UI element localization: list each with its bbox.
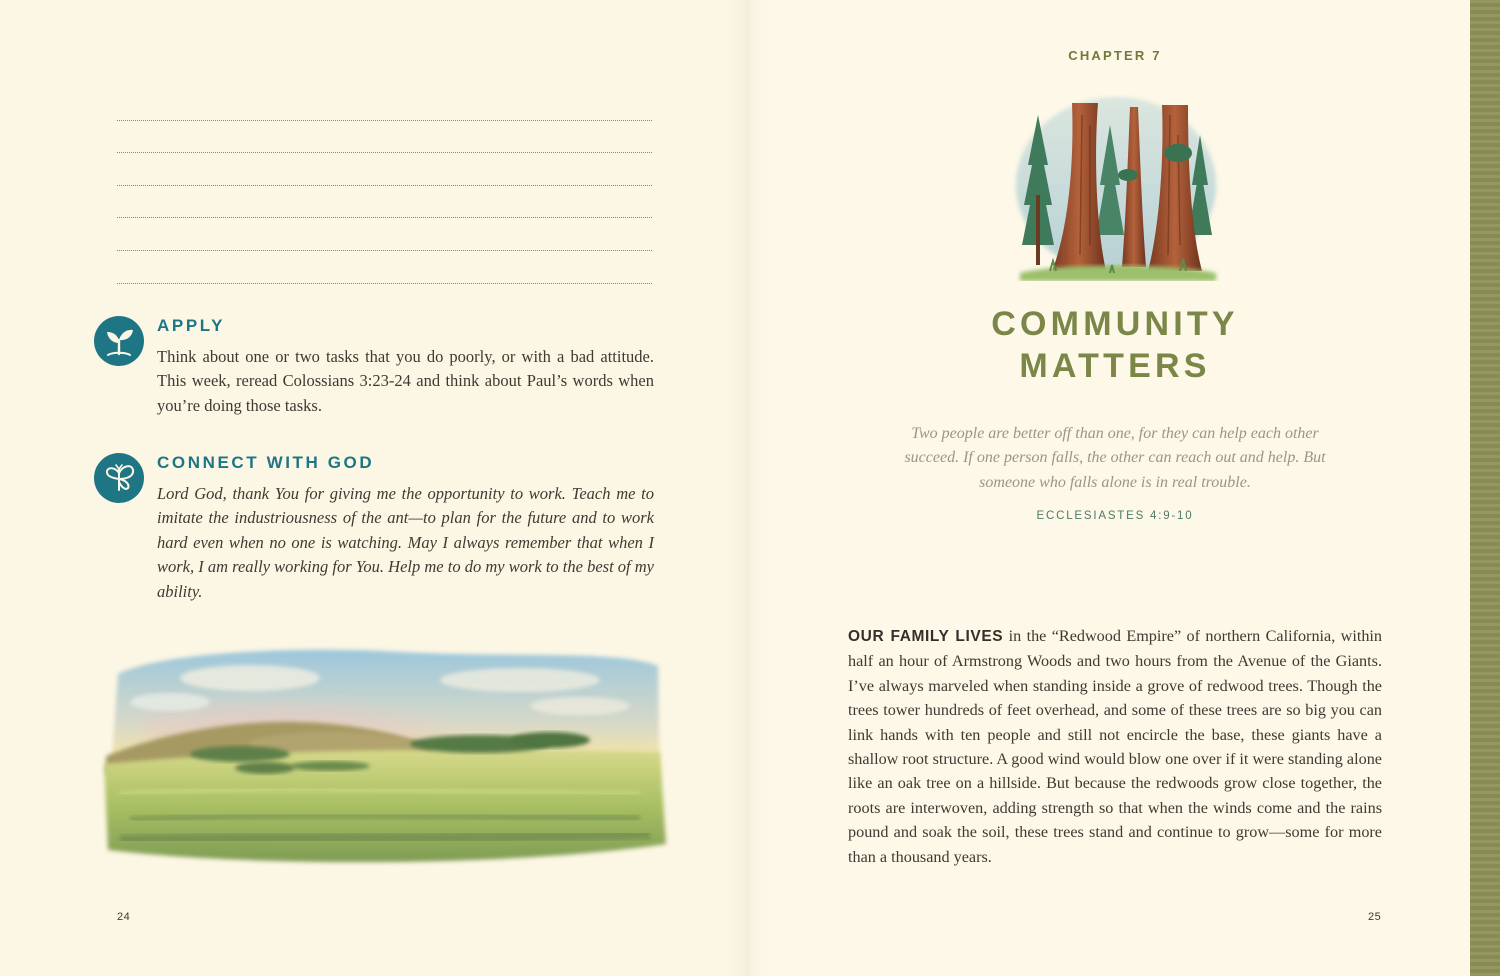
chapter-title-line1: COMMUNITY <box>991 305 1239 343</box>
epigraph-reference: ECCLESIASTES 4:9-10 <box>1036 510 1194 522</box>
body-paragraph: in the “Redwood Empire” of northern California, within half an hour of Armstrong Woods and two hours from the Avenue of the Giants. I’ve always marveled when standing inside a grove of redwood trees. Though the trees tower hundreds of feet overhead, and some of these trees are so big you can link hands with ten people and still not encircle the base, these giants have a shallow root structure. A good wind would blow one over if it were standing alone like an oak tree on a hillside. But because the redwoods grow close together, the roots are interwoven, adding strength so that when the winds come and the rains pound and soak the soil, these trees stand and continue to grow—some for more than a thousand years. <box>848 627 1383 866</box>
writing-line <box>117 153 652 186</box>
page-number-right: 25 <box>1368 911 1382 923</box>
connect-section <box>94 453 654 601</box>
chapter-title-line2: MATTERS <box>1019 347 1211 385</box>
apply-body: Think about one or two tasks that you do poorly, or with a bad attitude. This week, reread Colossians 3:23-24 and think about Paul’s words when you’re doing those tasks. <box>157 347 654 415</box>
writing-line <box>117 218 652 251</box>
writing-line <box>117 88 652 121</box>
page-number-left: 24 <box>117 911 131 923</box>
sprout-icon <box>94 316 144 366</box>
chapter-label: CHAPTER 7 <box>1068 48 1162 63</box>
chapter-title <box>915 303 1315 387</box>
page-edge-strip <box>1470 0 1500 976</box>
meadow-landscape-illustration <box>100 644 670 874</box>
butterfly-icon <box>94 453 144 503</box>
connect-heading: CONNECT WITH GOD <box>157 453 375 472</box>
redwood-trees-illustration <box>1010 95 1222 281</box>
chapter-body-text <box>848 624 1382 869</box>
writing-line <box>117 251 652 284</box>
connect-body: Lord God, thank You for giving me the opportunity to work. Teach me to imitate the industriousness of the ant—to plan for the future and to work hard even when no one is watching. May I always remember that when I work, I am really working for You. Help me to do my work to the best of my ability. <box>157 484 654 601</box>
book-gutter <box>726 0 770 976</box>
apply-section <box>94 316 654 426</box>
lead-in-text: OUR FAMILY LIVES <box>848 628 1004 645</box>
writing-lines <box>117 88 652 284</box>
writing-line <box>117 186 652 219</box>
writing-line <box>117 121 652 154</box>
epigraph-quote: Two people are better off than one, for they can help each other succeed. If one person falls, the other can reach out and help. But someone who falls alone is in real trouble. <box>904 425 1326 491</box>
apply-heading: APPLY <box>157 316 226 335</box>
